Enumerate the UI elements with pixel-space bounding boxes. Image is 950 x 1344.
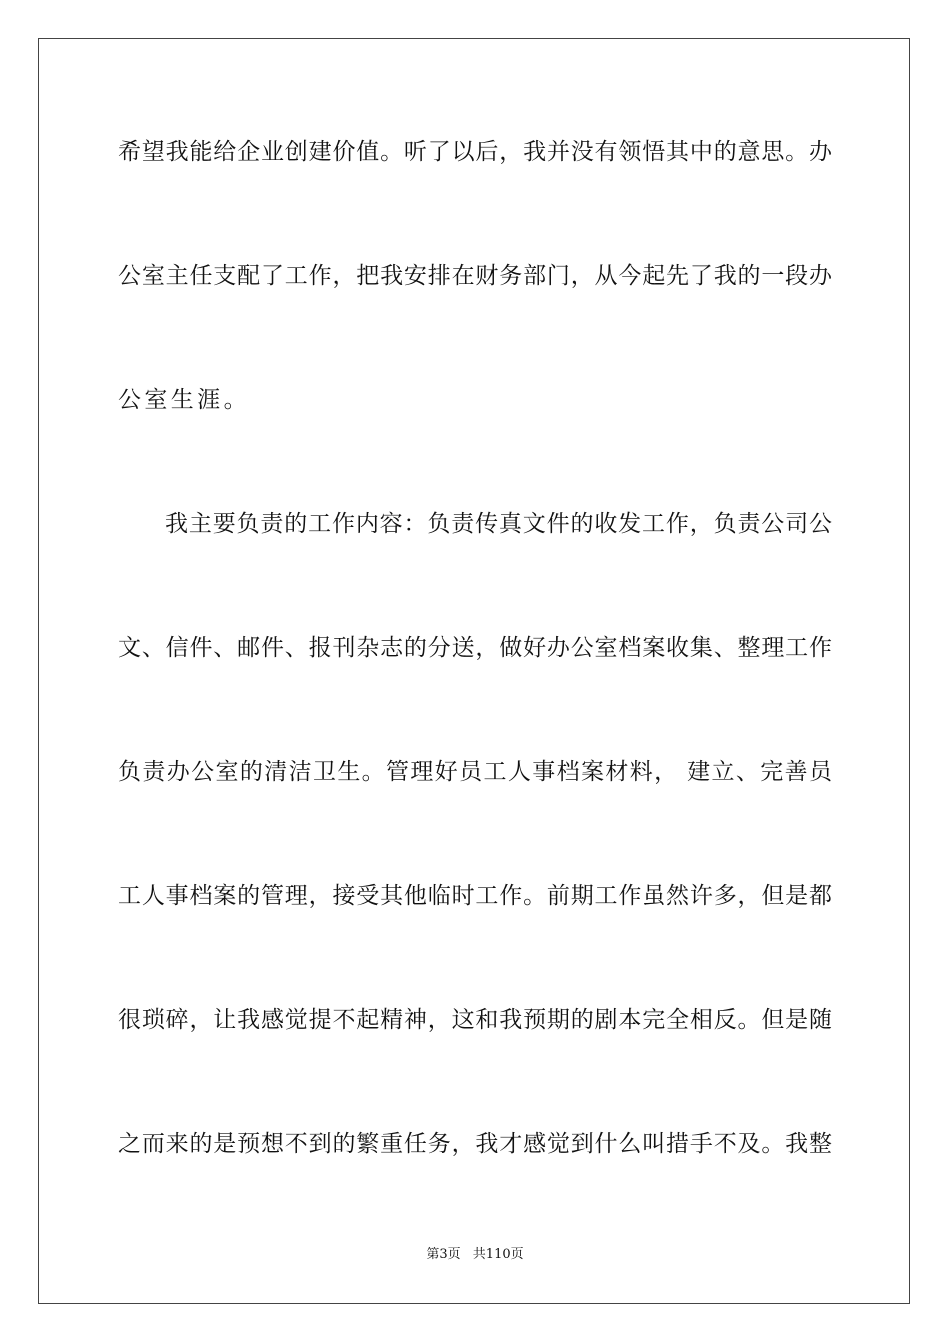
text-line-3: 公室生涯。 bbox=[118, 387, 250, 413]
text-line-4: 我主要负责的工作内容：负责传真文件的收发工作，负责公司公 bbox=[165, 511, 832, 537]
text-line-7: 工人事档案的管理，接受其他临时工作。前期工作虽然许多，但是都 bbox=[118, 883, 832, 909]
text-line-8: 很琐碎，让我感觉提不起精神，这和我预期的剧本完全相反。但是随 bbox=[118, 1007, 832, 1033]
text-line-2: 公室主任支配了工作，把我安排在财务部门，从今起先了我的一段办 bbox=[118, 263, 832, 289]
page-border bbox=[38, 38, 910, 1304]
page-total: 共110页 bbox=[472, 1247, 524, 1262]
text-line-6: 负责办公室的清洁卫生。管理好员工人事档案材料， 建立、完善员 bbox=[118, 759, 832, 785]
page-footer bbox=[0, 1246, 950, 1264]
text-line-1: 希望我能给企业创建价值。听了以后，我并没有领悟其中的意思。办 bbox=[118, 139, 832, 165]
text-line-9: 之而来的是预想不到的繁重任务，我才感觉到什么叫措手不及。我整 bbox=[118, 1131, 832, 1157]
page-number: 第3页 bbox=[426, 1247, 461, 1262]
text-line-5: 文、信件、邮件、报刊杂志的分送，做好办公室档案收集、整理工作 bbox=[118, 635, 832, 661]
